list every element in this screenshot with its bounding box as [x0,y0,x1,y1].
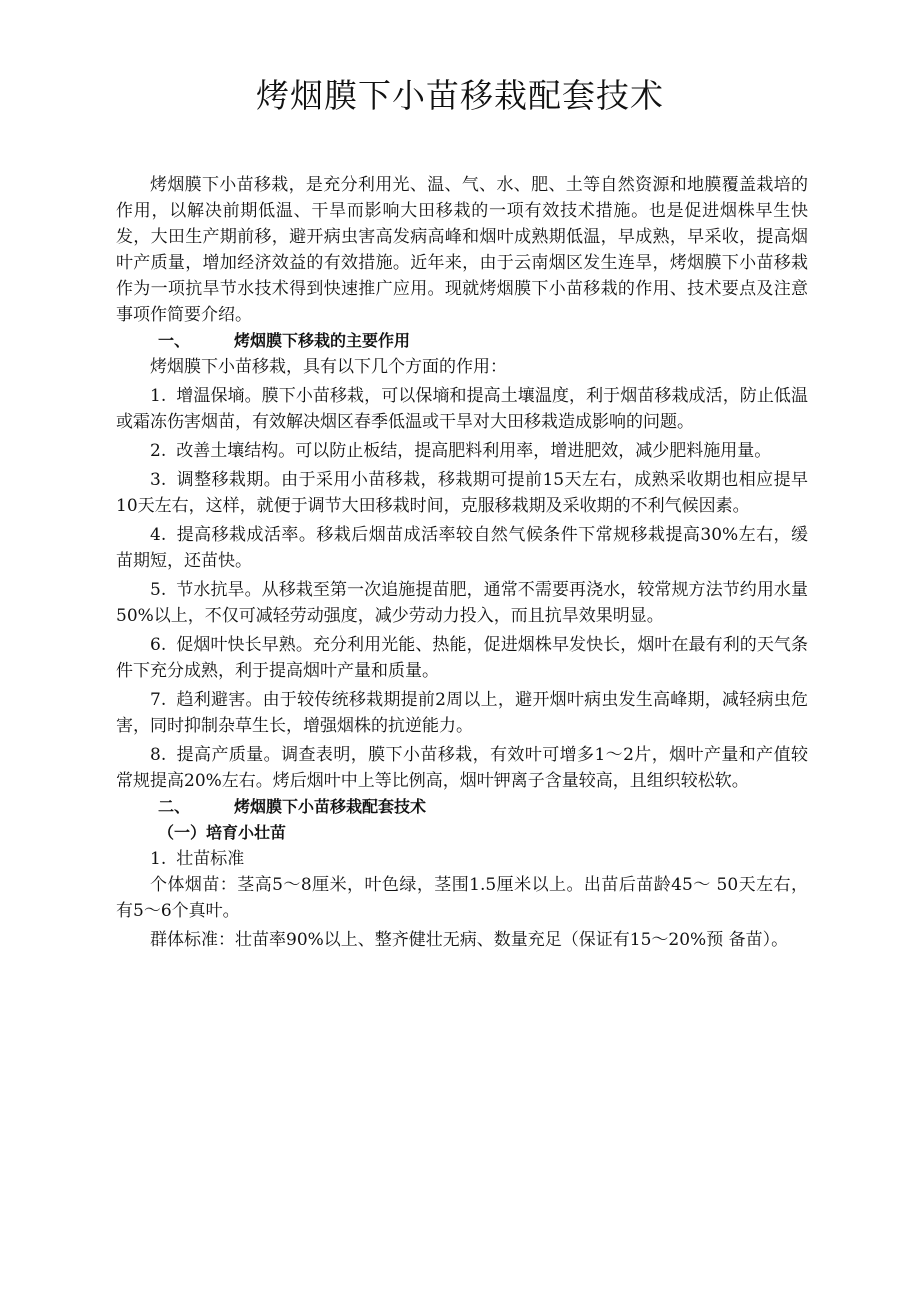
list-item-text: 提高移栽成活率。移栽后烟苗成活率较自然气候条件下常规移栽提高30%左右，缓苗期短，还苗快。 [116,525,808,571]
list-item-text: 增温保墒。膜下小苗移栽，可以保墒和提高土壤温度，利于烟苗移栽成活，防止低温或霜冻伤害烟苗，有效解决烟区春季低温或干旱对大田移栽造成影响的问题。 [116,386,808,432]
list-item [116,467,808,519]
list-item [116,577,808,629]
list-item [116,742,808,794]
section-2-title: 烤烟膜下小苗移栽配套技术 [234,797,427,816]
document-body [116,172,808,953]
list-item-text: 促烟叶快长早熟。充分利用光能、热能，促进烟株早发快长，烟叶在最有利的天气条件下充分成熟，利于提高烟叶产量和质量。 [116,635,808,681]
section-1-lead: 烤烟膜下小苗移栽，具有以下几个方面的作用： [150,357,507,377]
section-1-number: 一、 [158,331,191,350]
section-1-heading [116,328,808,354]
group-standard: 群体标准：壮苗率90%以上、整齐健壮无病、数量充足（保证有15～20%预 备苗）。 [150,930,789,950]
list-item-text: 趋利避害。由于较传统移栽期提前2周以上，避开烟叶病虫发生高峰期，减轻病虫危害，同时抑制杂草生长，增强烟株的抗逆能力。 [116,690,808,736]
list-item [116,632,808,684]
list-item-number: 4. [150,525,167,545]
list-item-text: 节水抗旱。从移栽至第一次追施提苗肥，通常不需要再浇水，较常规方法节约用水量50%以上，不仅可减轻劳动强度，减少劳动力投入，而且抗旱效果明显。 [116,580,808,626]
section-2-number: 二、 [158,797,191,816]
list-item-number: 1. [150,386,167,406]
section-2-heading [116,794,808,820]
list-item [116,687,808,739]
list-item-text: 改善土壤结构。可以防止板结，提高肥料利用率，增进肥效，减少肥料施用量。 [176,441,772,461]
list-item-number: 3. [150,470,167,490]
list-item [116,522,808,574]
intro-paragraph: 烤烟膜下小苗移栽，是充分利用光、温、气、水、肥、土等自然资源和地膜覆盖栽培的作用，以解决前期低温、干旱而影响大田移栽的一项有效技术措施。也是促进烟株早生快发，大田生产期前移，避开病虫害高发病高峰和烟叶成熟期低温，早成熟，早采收，提高烟叶产质量，增加经济效益的有效措施。近年来，由于云南烟区发生连旱，烤烟膜下小苗移栽作为一项抗旱节水技术得到快速推广应用。现就烤烟膜下小苗移栽的作用、技术要点及注意事项作简要介绍。 [116,175,808,325]
individual-standard: 个体烟苗：茎高5～8厘米，叶色绿，茎围1.5厘米以上。出苗后苗龄45～ 50天左右，有5～6个真叶。 [116,875,808,921]
document-title: 烤烟膜下小苗移栽配套技术 [256,76,664,115]
list-item [116,383,808,435]
list-item [116,438,808,464]
list-item-number: 7. [150,690,167,710]
subsection-heading: （一）培育小壮苗 [158,823,287,842]
list-item-number: 6. [150,635,167,655]
list-item-number: 5. [150,580,167,600]
section-1-title: 烤烟膜下移栽的主要作用 [234,331,411,350]
subsection-item [116,846,808,872]
list-item-number: 2. [150,441,167,461]
subsection-item-number: 1. [150,849,167,869]
list-item-text: 提高产质量。调查表明，膜下小苗移栽，有效叶可增多1～2片，烟叶产量和产值较常规提高20%左右。烤后烟叶中上等比例高，烟叶钾离子含量较高，且组织较松软。 [116,745,808,791]
list-item-text: 调整移栽期。由于采用小苗移栽，移栽期可提前15天左右，成熟采收期也相应提早10天左右，这样，就便于调节大田移栽时间，克服移栽期及采收期的不利气候因素。 [116,470,808,516]
list-item-number: 8. [150,745,167,765]
subsection-item-text: 壮苗标准 [176,849,245,869]
